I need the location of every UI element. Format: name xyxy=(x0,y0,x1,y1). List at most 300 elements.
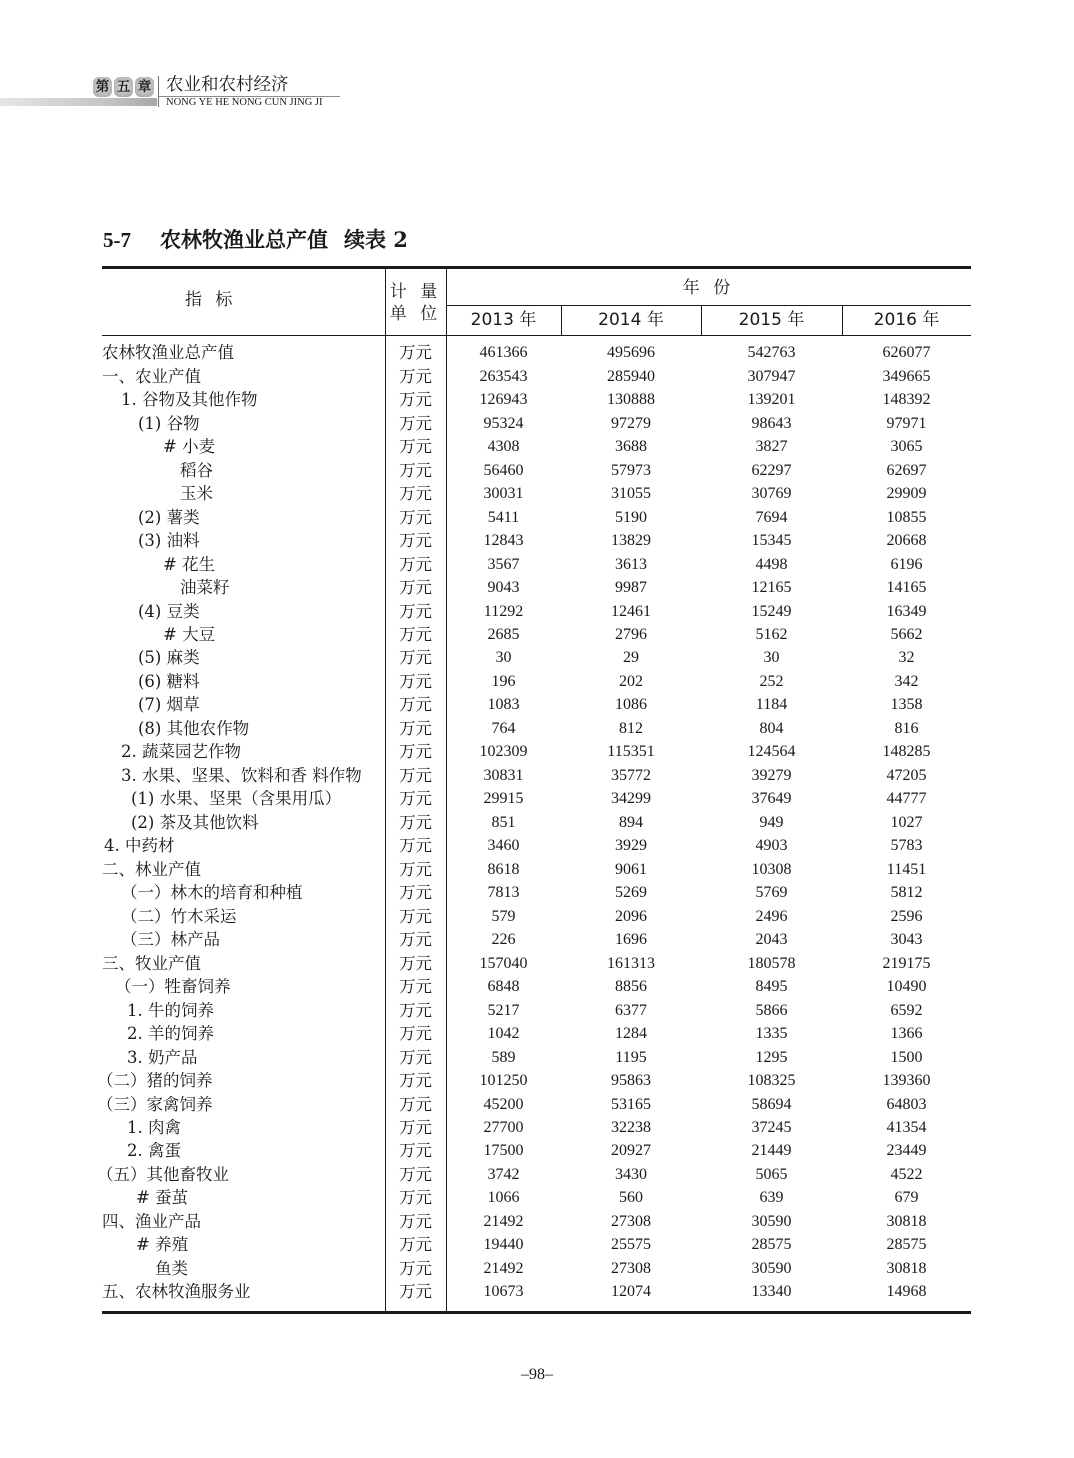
value-2014: 115351 xyxy=(607,743,655,761)
value-2013: 19440 xyxy=(483,1236,524,1254)
value-2015: 21449 xyxy=(751,1142,792,1160)
table-row xyxy=(0,764,1074,787)
row-unit: 万元 xyxy=(399,531,432,551)
table-row xyxy=(0,811,1074,834)
row-label: 鱼类 xyxy=(155,1258,188,1278)
value-2014: 1284 xyxy=(615,1025,647,1043)
value-2014: 3613 xyxy=(615,555,647,573)
row-label: 玉米 xyxy=(180,484,213,504)
table-row xyxy=(0,693,1074,716)
value-2015: 30 xyxy=(763,649,780,667)
row-unit: 万元 xyxy=(399,883,432,903)
row-label: (3) 油料 xyxy=(138,531,200,551)
table-row xyxy=(0,1046,1074,1069)
value-2015: 7694 xyxy=(755,508,788,526)
value-2015: 139201 xyxy=(747,391,796,409)
row-label: # 小麦 xyxy=(163,437,216,457)
value-2013: 56460 xyxy=(483,461,524,479)
value-2015: 28575 xyxy=(751,1236,792,1254)
value-2016: 30818 xyxy=(886,1212,927,1230)
value-2015: 1295 xyxy=(755,1048,788,1066)
value-2014: 894 xyxy=(619,813,643,831)
row-unit: 万元 xyxy=(399,953,432,973)
row-unit: 万元 xyxy=(399,1188,432,1208)
value-2014: 8856 xyxy=(615,978,647,996)
row-label: (6) 糖料 xyxy=(138,671,200,691)
chapter-badge xyxy=(93,77,154,97)
value-2013: 3742 xyxy=(487,1165,520,1183)
value-2016: 14165 xyxy=(886,579,927,597)
table-row xyxy=(0,1210,1074,1233)
value-2016: 10490 xyxy=(886,978,927,996)
row-label: 1. 肉禽 xyxy=(127,1117,181,1137)
row-label: 稻谷 xyxy=(180,460,213,480)
row-label: (8) 其他农作物 xyxy=(138,718,250,738)
table-row xyxy=(0,1069,1074,1092)
table-row xyxy=(0,1116,1074,1139)
value-2016: 16349 xyxy=(886,602,927,620)
value-2015: 15345 xyxy=(751,532,792,550)
value-2013: 157040 xyxy=(479,954,528,972)
row-label: （一）林木的培育和种植 xyxy=(121,883,303,903)
table-row xyxy=(0,1139,1074,1162)
row-label: 2. 羊的饲养 xyxy=(127,1024,214,1044)
value-2015: 1184 xyxy=(755,696,788,714)
row-label: 1. 谷物及其他作物 xyxy=(121,390,258,410)
row-unit: 万元 xyxy=(399,366,432,386)
table-row xyxy=(0,459,1074,482)
value-2016: 41354 xyxy=(886,1118,927,1136)
row-unit: 万元 xyxy=(399,836,432,856)
row-unit: 万元 xyxy=(399,812,432,832)
row-unit: 万元 xyxy=(399,930,432,950)
row-unit: 万元 xyxy=(399,460,432,480)
value-2016: 148392 xyxy=(882,391,931,409)
value-2014: 31055 xyxy=(611,485,651,503)
table-row xyxy=(0,670,1074,693)
value-2016: 10855 xyxy=(886,508,927,526)
value-2013: 3567 xyxy=(487,555,520,573)
value-2015: 804 xyxy=(759,719,784,737)
value-2015: 3827 xyxy=(755,438,788,456)
value-2013: 2685 xyxy=(487,626,520,643)
value-2014: 1195 xyxy=(615,1048,647,1066)
table-row xyxy=(0,1257,1074,1280)
year-header-2013: 2013 年 xyxy=(470,310,537,330)
value-2015: 10308 xyxy=(751,860,792,878)
value-2016: 6196 xyxy=(890,555,923,573)
row-unit: 万元 xyxy=(399,742,432,762)
value-2013: 1066 xyxy=(487,1189,520,1207)
value-2013: 30031 xyxy=(483,485,524,503)
value-2016: 139360 xyxy=(882,1072,931,1090)
table-row xyxy=(0,482,1074,505)
row-label: 一、农业产值 xyxy=(102,366,201,386)
value-2015: 13340 xyxy=(751,1283,792,1301)
row-unit: 万元 xyxy=(399,671,432,691)
row-label: （二）猪的饲养 xyxy=(97,1071,213,1091)
value-2016: 44777 xyxy=(886,790,927,808)
value-2015: 542763 xyxy=(747,344,796,362)
value-2014: 35772 xyxy=(611,766,651,784)
row-unit: 万元 xyxy=(399,1117,432,1137)
row-label: (7) 烟草 xyxy=(138,695,200,715)
table-row xyxy=(0,905,1074,928)
value-2015: 5769 xyxy=(755,884,788,902)
row-unit: 万元 xyxy=(399,1235,432,1255)
value-2014: 27308 xyxy=(611,1259,651,1277)
value-2013: 11292 xyxy=(483,602,524,620)
row-label: # 花生 xyxy=(163,554,216,574)
row-label: (4) 豆类 xyxy=(138,601,200,621)
row-unit: 万元 xyxy=(399,789,432,809)
row-label: 3. 水果、坚果、饮料和香 料作物 xyxy=(121,765,362,785)
value-2015: 2043 xyxy=(755,931,788,949)
value-2014: 3430 xyxy=(615,1165,647,1183)
year-group-header: 年 份 xyxy=(682,278,735,298)
row-label: 四、渔业产品 xyxy=(102,1211,201,1231)
table-row xyxy=(0,412,1074,435)
value-2015: 30590 xyxy=(751,1212,792,1230)
table-row xyxy=(0,388,1074,411)
year-group-rule xyxy=(446,305,971,306)
value-2013: 1083 xyxy=(487,696,520,714)
value-2013: 579 xyxy=(491,907,516,925)
value-2016: 47205 xyxy=(886,766,927,784)
value-2014: 6377 xyxy=(615,1001,647,1019)
row-unit: 万元 xyxy=(399,1164,432,1184)
row-unit: 万元 xyxy=(399,906,432,926)
value-2015: 949 xyxy=(759,813,784,831)
value-2015: 15249 xyxy=(751,602,792,620)
value-2015: 1335 xyxy=(755,1025,788,1043)
value-2013: 27700 xyxy=(483,1118,524,1136)
row-unit: 万元 xyxy=(399,1024,432,1044)
row-unit: 万元 xyxy=(399,1071,432,1091)
row-label: 五、农林牧渔服务业 xyxy=(102,1282,251,1302)
value-2016: 14968 xyxy=(886,1283,927,1301)
value-2013: 6848 xyxy=(487,978,520,996)
value-2014: 202 xyxy=(619,672,643,690)
table-row xyxy=(0,881,1074,904)
table-bottom-rule xyxy=(102,1311,971,1314)
table-row xyxy=(0,717,1074,740)
value-2013: 226 xyxy=(491,931,516,949)
value-2013: 263543 xyxy=(479,367,528,385)
table-row xyxy=(0,1093,1074,1116)
table-row xyxy=(0,740,1074,763)
value-2015: 58694 xyxy=(751,1095,792,1113)
row-label: # 大豆 xyxy=(163,625,216,644)
value-2015: 4903 xyxy=(755,837,788,855)
row-unit: 万元 xyxy=(399,718,432,738)
table-top-rule xyxy=(102,266,971,269)
value-2013: 21492 xyxy=(483,1259,524,1277)
value-2013: 7813 xyxy=(487,884,520,902)
table-row xyxy=(0,999,1074,1022)
row-label: (1) 谷物 xyxy=(138,413,200,433)
value-2015: 124564 xyxy=(747,743,796,761)
unit-header-line2: 单 位 xyxy=(389,304,442,324)
value-2014: 812 xyxy=(619,719,643,737)
row-label: （三）家禽饲养 xyxy=(97,1094,213,1114)
value-2015: 180578 xyxy=(747,954,796,972)
page-number: –98– xyxy=(521,1366,553,1383)
indicator-header: 指 标 xyxy=(185,290,237,310)
row-label: 农林牧渔业总产值 xyxy=(102,343,234,363)
table-row xyxy=(0,341,1074,364)
row-unit: 万元 xyxy=(399,1094,432,1114)
value-2013: 101250 xyxy=(479,1072,528,1090)
table-row xyxy=(0,1022,1074,1045)
value-2016: 6592 xyxy=(890,1001,923,1019)
value-2016: 5662 xyxy=(890,626,923,643)
value-2014: 53165 xyxy=(611,1095,651,1113)
value-2016: 23449 xyxy=(886,1142,927,1160)
value-2014: 130888 xyxy=(607,391,655,409)
row-label: （三）林产品 xyxy=(121,930,220,950)
row-unit: 万元 xyxy=(399,437,432,457)
row-label: 4. 中药材 xyxy=(104,836,175,856)
value-2013: 45200 xyxy=(483,1095,524,1113)
table-row xyxy=(0,1186,1074,1209)
unit-header-line1: 计 量 xyxy=(389,282,442,302)
value-2015: 30769 xyxy=(751,485,792,503)
value-2013: 5411 xyxy=(487,508,520,526)
value-2014: 34299 xyxy=(611,790,651,808)
value-2014: 285940 xyxy=(607,367,655,385)
value-2014: 9061 xyxy=(615,860,647,878)
table-row xyxy=(0,576,1074,599)
value-2014: 12461 xyxy=(611,602,651,620)
row-unit: 万元 xyxy=(399,343,432,363)
value-2014: 560 xyxy=(619,1189,643,1207)
value-2014: 5190 xyxy=(615,508,647,526)
value-2013: 4308 xyxy=(487,438,520,456)
value-2016: 4522 xyxy=(890,1165,923,1183)
row-unit: 万元 xyxy=(399,648,432,668)
value-2016: 1358 xyxy=(890,696,923,714)
year-header-2015: 2015 年 xyxy=(738,310,805,330)
row-unit: 万元 xyxy=(399,625,432,644)
value-2013: 1042 xyxy=(487,1025,520,1043)
row-unit: 万元 xyxy=(399,859,432,879)
row-unit: 万元 xyxy=(399,765,432,785)
table-row xyxy=(0,975,1074,998)
value-2015: 62297 xyxy=(751,461,792,479)
value-2014: 1696 xyxy=(615,931,647,949)
value-2014: 12074 xyxy=(611,1283,651,1301)
row-label: 2. 蔬菜园艺作物 xyxy=(121,742,241,762)
chapter-pinyin: NONG YE HE NONG CUN JING JI xyxy=(166,97,323,108)
value-2016: 816 xyxy=(894,719,919,737)
table-row xyxy=(0,365,1074,388)
row-unit: 万元 xyxy=(399,578,432,598)
table-row xyxy=(0,646,1074,669)
table-row xyxy=(0,506,1074,529)
value-2013: 102309 xyxy=(479,743,528,761)
row-label: （五）其他畜牧业 xyxy=(97,1164,229,1184)
value-2014: 13829 xyxy=(611,532,651,550)
table-row xyxy=(0,834,1074,857)
value-2016: 679 xyxy=(894,1189,919,1207)
row-unit: 万元 xyxy=(399,390,432,410)
value-2014: 2096 xyxy=(615,907,647,925)
year-header-2016: 2016 年 xyxy=(873,310,940,330)
value-2016: 29909 xyxy=(886,485,927,503)
value-2013: 12843 xyxy=(483,532,524,550)
row-unit: 万元 xyxy=(399,1282,432,1302)
chapter-title: 农业和农村经济 xyxy=(166,75,289,95)
value-2013: 196 xyxy=(491,672,516,690)
table-row xyxy=(0,787,1074,810)
value-2015: 30590 xyxy=(751,1259,792,1277)
value-2015: 108325 xyxy=(747,1072,796,1090)
value-2014: 5269 xyxy=(615,884,647,902)
header-band xyxy=(0,98,157,106)
table-row xyxy=(0,1233,1074,1256)
row-unit: 万元 xyxy=(399,554,432,574)
value-2014: 25575 xyxy=(611,1236,651,1254)
value-2014: 1086 xyxy=(615,696,647,714)
value-2015: 8495 xyxy=(755,978,788,996)
table-continuation: 续表 2 xyxy=(344,227,408,252)
row-label: 二、林业产值 xyxy=(102,859,201,879)
value-2016: 219175 xyxy=(882,954,931,972)
value-2014: 161313 xyxy=(607,954,655,972)
value-2016: 20668 xyxy=(886,532,927,550)
value-2016: 1500 xyxy=(890,1048,923,1066)
value-2014: 9987 xyxy=(615,579,647,597)
table-row xyxy=(0,1163,1074,1186)
value-2013: 17500 xyxy=(483,1142,524,1160)
value-2016: 3043 xyxy=(890,931,923,949)
row-label: (5) 麻类 xyxy=(138,648,200,668)
value-2016: 1027 xyxy=(890,813,923,831)
value-2016: 30818 xyxy=(886,1259,927,1277)
table-row xyxy=(0,1280,1074,1303)
row-label: (1) 水果、坚果（含果用瓜） xyxy=(131,789,342,809)
row-label: 1. 牛的饲养 xyxy=(127,1000,214,1020)
value-2014: 3929 xyxy=(615,837,647,855)
value-2016: 97971 xyxy=(886,414,927,432)
row-unit: 万元 xyxy=(399,695,432,715)
table-title: 农林牧渔业总产值 xyxy=(160,227,328,252)
value-2013: 589 xyxy=(491,1048,516,1066)
value-2015: 12165 xyxy=(751,579,792,597)
value-2015: 307947 xyxy=(747,367,796,385)
row-unit: 万元 xyxy=(399,1141,432,1161)
value-2016: 148285 xyxy=(882,743,931,761)
value-2013: 126943 xyxy=(479,391,528,409)
value-2013: 461366 xyxy=(479,344,528,362)
row-label: (2) 薯类 xyxy=(138,507,200,527)
value-2015: 37649 xyxy=(751,790,792,808)
table-row xyxy=(0,600,1074,623)
value-2013: 29915 xyxy=(483,790,524,808)
value-2016: 32 xyxy=(898,649,915,667)
value-2013: 851 xyxy=(491,813,516,831)
value-2016: 1366 xyxy=(890,1025,923,1043)
value-2013: 5217 xyxy=(487,1001,520,1019)
chapter-char: 章 xyxy=(135,77,154,97)
value-2014: 57973 xyxy=(611,461,651,479)
year-header-2014: 2014 年 xyxy=(598,310,664,330)
row-unit: 万元 xyxy=(399,1211,432,1231)
row-unit: 万元 xyxy=(399,977,432,997)
table-number: 5-7 xyxy=(103,228,131,252)
row-unit: 万元 xyxy=(399,484,432,504)
chapter-char: 第 xyxy=(93,77,112,97)
row-unit: 万元 xyxy=(399,1047,432,1067)
value-2013: 3460 xyxy=(487,837,520,855)
table-row xyxy=(0,623,1074,646)
value-2015: 4498 xyxy=(755,555,788,573)
row-label: (2) 茶及其他饮料 xyxy=(131,812,259,832)
table-row xyxy=(0,858,1074,881)
row-unit: 万元 xyxy=(399,601,432,621)
value-2014: 29 xyxy=(623,649,639,667)
value-2014: 495696 xyxy=(607,344,655,362)
table-row xyxy=(0,952,1074,975)
value-2016: 349665 xyxy=(882,367,931,385)
value-2015: 37245 xyxy=(751,1118,792,1136)
row-unit: 万元 xyxy=(399,507,432,527)
value-2016: 626077 xyxy=(882,344,931,362)
row-unit: 万元 xyxy=(399,413,432,433)
value-2013: 21492 xyxy=(483,1212,524,1230)
value-2015: 252 xyxy=(759,672,784,690)
value-2013: 30831 xyxy=(483,766,524,784)
value-2013: 8618 xyxy=(487,860,520,878)
table-row xyxy=(0,553,1074,576)
row-label: （一）牲畜饲养 xyxy=(115,977,231,997)
value-2013: 764 xyxy=(491,719,516,737)
value-2016: 62697 xyxy=(886,461,927,479)
row-label: # 蚕茧 xyxy=(136,1188,189,1208)
value-2016: 11451 xyxy=(886,860,927,878)
row-label: 3. 奶产品 xyxy=(127,1047,198,1067)
row-unit: 万元 xyxy=(399,1000,432,1020)
value-2013: 10673 xyxy=(483,1283,524,1301)
value-2014: 2796 xyxy=(615,626,647,643)
value-2015: 2496 xyxy=(755,907,788,925)
row-unit: 万元 xyxy=(399,1258,432,1278)
value-2016: 5812 xyxy=(890,884,923,902)
value-2016: 2596 xyxy=(890,907,923,925)
header-divider xyxy=(158,76,159,107)
value-2015: 5162 xyxy=(755,626,788,643)
row-label: 三、牧业产值 xyxy=(102,953,201,973)
value-2014: 95863 xyxy=(611,1072,651,1090)
row-label: （二）竹木采运 xyxy=(121,906,237,926)
value-2015: 639 xyxy=(759,1189,784,1207)
value-2016: 3065 xyxy=(890,438,923,456)
value-2013: 9043 xyxy=(487,579,520,597)
table-row xyxy=(0,529,1074,552)
value-2014: 32238 xyxy=(611,1118,651,1136)
row-label: 2. 禽蛋 xyxy=(127,1141,181,1161)
value-2013: 30 xyxy=(495,649,512,667)
value-2013: 95324 xyxy=(483,414,524,432)
row-label: # 养殖 xyxy=(136,1235,189,1255)
value-2015: 5065 xyxy=(755,1165,788,1183)
value-2014: 20927 xyxy=(611,1142,651,1160)
chapter-char: 五 xyxy=(114,77,133,97)
table-row xyxy=(0,435,1074,458)
value-2015: 98643 xyxy=(751,414,792,432)
value-2016: 28575 xyxy=(886,1236,927,1254)
